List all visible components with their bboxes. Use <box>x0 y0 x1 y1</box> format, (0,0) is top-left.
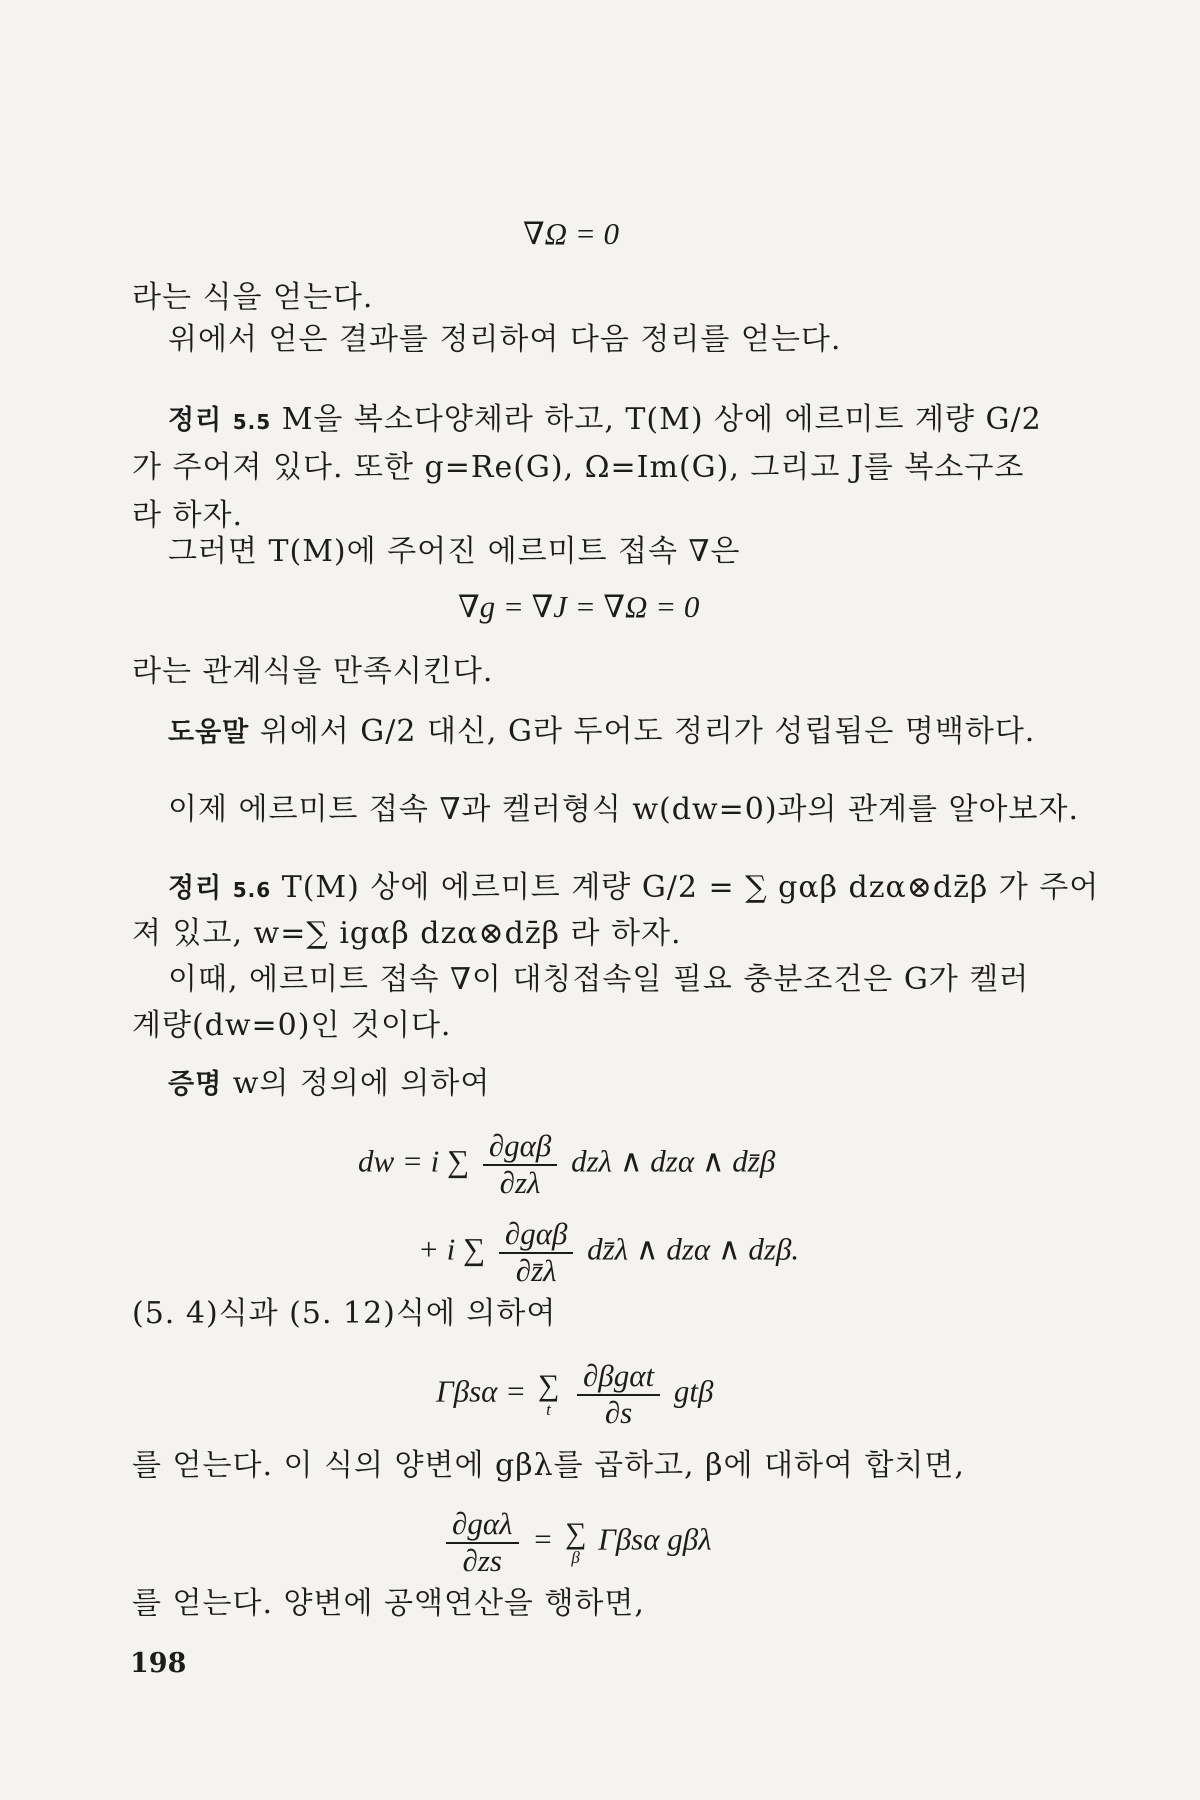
sigma-symbol: ∑ <box>537 1369 560 1403</box>
equation-nabla-omega: ∇Ω = 0 <box>523 216 619 251</box>
theorem-text: 계량(dw=0)인 것이다. <box>132 1008 452 1043</box>
equation-text: dw = i ∑ <box>358 1143 470 1179</box>
proof-text: w의 정의에 의하여 <box>232 1066 491 1101</box>
theorem-text: M을 복소다양체라 하고, T(M) 상에 에르미트 계량 G/2 <box>281 402 1042 437</box>
paragraph-line: 위에서 얻은 결과를 정리하여 다음 정리를 얻는다. <box>168 322 842 357</box>
fraction-denominator: ∂s <box>604 1394 633 1430</box>
fraction <box>499 1218 574 1287</box>
proof-heading <box>168 1064 490 1105</box>
remark-text: 위에서 G/2 대신, G라 두어도 정리가 성립됨은 명백하다. <box>259 714 1036 749</box>
paragraph-line: 를 얻는다. 양변에 공액연산을 행하면, <box>132 1586 645 1621</box>
fraction-denominator: ∂z̄λ <box>515 1252 557 1288</box>
summation-index: t <box>546 1400 551 1420</box>
paragraph-line: 라는 식을 얻는다. <box>132 280 374 315</box>
equation-text: gtβ <box>673 1373 714 1409</box>
theorem-text: 라는 관계식을 만족시킨다. <box>132 654 494 689</box>
theorem-text: T(M) 상에 에르미트 계량 G/2 = ∑ gαβ dzα⊗dz̄β 가 주어 <box>281 870 1100 905</box>
theorem-text: 이때, 에르미트 접속 ∇이 대칭접속일 필요 충분조건은 G가 켈러 <box>168 962 1030 997</box>
equation-text: + i ∑ <box>418 1231 486 1267</box>
summation <box>565 1519 586 1566</box>
equation-text: Γβsα = <box>436 1373 527 1409</box>
fraction <box>446 1508 519 1577</box>
theorem-5-5-heading <box>168 400 1042 442</box>
summation <box>538 1371 559 1418</box>
remark-label: 도움말 <box>168 717 250 748</box>
theorem-number: 5.5 <box>232 410 272 434</box>
page-number: 198 <box>130 1648 187 1679</box>
theorem-text: 져 있고, w=∑ igαβ dzα⊗dz̄β 라 하자. <box>132 916 682 951</box>
fraction-denominator: ∂zλ <box>499 1164 541 1200</box>
fraction-numerator: ∂gαλ <box>446 1508 519 1544</box>
theorem-label: 정리 <box>168 873 223 904</box>
equation-text: dzλ ∧ dzα ∧ dz̄β <box>571 1143 776 1179</box>
equation-hermitian-connection: ∇g = ∇J = ∇Ω = 0 <box>458 589 700 624</box>
theorem-text: 가 주어져 있다. 또한 g=Re(G), Ω=Im(G), 그리고 J를 복소구조 <box>132 450 1025 485</box>
proof-label: 증명 <box>168 1069 223 1100</box>
equation-christoffel <box>436 1360 713 1429</box>
equation-dw-line1 <box>358 1130 775 1199</box>
equation-metric-derivative <box>440 1508 712 1577</box>
equation-text: = <box>532 1521 554 1557</box>
equation-text: Γβsα gβλ <box>598 1521 712 1557</box>
fraction-numerator: ∂gαβ <box>499 1218 574 1254</box>
theorem-text: 그러면 T(M)에 주어진 에르미트 접속 ∇은 <box>168 534 741 569</box>
fraction-denominator: ∂zs <box>462 1542 502 1578</box>
theorem-label: 정리 <box>168 405 223 436</box>
fraction-numerator: ∂βgαt <box>577 1360 660 1396</box>
summation-index: β <box>571 1548 580 1568</box>
equation-text: dz̄λ ∧ dzα ∧ dzβ. <box>587 1231 800 1267</box>
fraction <box>577 1360 660 1429</box>
equation-dw-line2 <box>418 1218 799 1287</box>
theorem-number: 5.6 <box>232 878 272 902</box>
sigma-symbol: ∑ <box>564 1517 587 1551</box>
paragraph-line: 이제 에르미트 접속 ∇과 켈러형식 w(dw=0)과의 관계를 알아보자. <box>168 792 1079 827</box>
theorem-text: 라 하자. <box>132 498 244 533</box>
paragraph-line: (5. 4)식과 (5. 12)식에 의하여 <box>132 1296 557 1331</box>
theorem-5-6-heading <box>168 868 1099 910</box>
fraction <box>483 1130 558 1199</box>
fraction-numerator: ∂gαβ <box>483 1130 558 1166</box>
paragraph-line: 를 얻는다. 이 식의 양변에 gβλ를 곱하고, β에 대하여 합치면, <box>132 1448 965 1483</box>
remark <box>168 712 1035 753</box>
